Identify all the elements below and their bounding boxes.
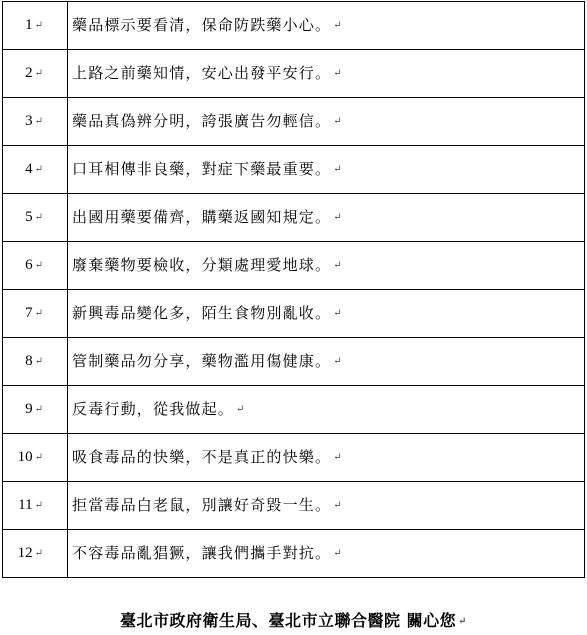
row-number: 12	[17, 545, 33, 561]
row-number: 2	[25, 65, 33, 81]
slogan-text: 廢棄藥物要檢收，分類處理愛地球。	[72, 256, 332, 274]
table-row	[3, 242, 585, 290]
paragraph-mark-icon: ↵	[333, 260, 343, 271]
paragraph-mark-icon: ↵	[333, 548, 343, 559]
slogan-text: 管制藥品勿分享，藥物濫用傷健康。	[72, 352, 332, 370]
paragraph-mark-icon: ↵	[333, 68, 343, 79]
table-row	[3, 482, 585, 530]
slogan-text: 不容毒品亂猖獗，讓我們攜手對抗。	[72, 544, 332, 562]
table-row	[3, 194, 585, 242]
table-row	[3, 338, 585, 386]
row-number-cell	[3, 386, 68, 434]
slogan-table-body	[3, 2, 585, 578]
slogan-text: 拒當毒品白老鼠，別讓好奇毀一生。	[72, 496, 332, 514]
slogan-table	[2, 1, 585, 578]
table-row	[3, 50, 585, 98]
row-number: 5	[25, 209, 33, 225]
paragraph-mark-icon: ↵	[333, 212, 343, 223]
table-row	[3, 290, 585, 338]
table-row	[3, 2, 585, 50]
row-number: 9	[25, 401, 33, 417]
table-row	[3, 434, 585, 482]
slogan-text: 新興毒品變化多，陌生食物別亂收。	[72, 304, 332, 322]
slogan-cell	[68, 2, 585, 50]
footer-text: 臺北市政府衛生局、臺北市立聯合醫院 關心您	[120, 611, 457, 630]
row-number: 8	[25, 353, 33, 369]
slogan-cell	[68, 50, 585, 98]
paragraph-mark-icon: ↵	[34, 307, 43, 319]
paragraph-mark-icon: ↵	[333, 164, 343, 175]
paragraph-mark-icon: ↵	[333, 20, 343, 31]
paragraph-mark-icon: ↵	[458, 616, 467, 627]
paragraph-mark-icon: ↵	[34, 67, 43, 79]
table-row	[3, 146, 585, 194]
paragraph-mark-icon: ↵	[34, 403, 43, 415]
slogan-text: 藥品標示要看清，保命防跌藥小心。	[72, 16, 332, 34]
row-number-cell	[3, 434, 68, 482]
paragraph-mark-icon: ↵	[34, 211, 43, 223]
row-number-cell	[3, 194, 68, 242]
slogan-text: 吸食毒品的快樂，不是真正的快樂。	[72, 448, 332, 466]
paragraph-mark-icon: ↵	[333, 500, 343, 511]
slogan-cell	[68, 530, 585, 578]
paragraph-mark-icon: ↵	[333, 356, 343, 367]
paragraph-mark-icon: ↵	[236, 404, 246, 415]
table-row	[3, 98, 585, 146]
slogan-text: 反毒行動，從我做起。	[72, 400, 235, 418]
slogan-text: 出國用藥要備齊，購藥返國知規定。	[72, 208, 332, 226]
paragraph-mark-icon: ↵	[333, 452, 343, 463]
row-number: 10	[17, 449, 33, 465]
slogan-cell	[68, 482, 585, 530]
row-number: 3	[25, 113, 33, 129]
slogan-cell	[68, 194, 585, 242]
row-number: 6	[25, 257, 33, 273]
paragraph-mark-icon: ↵	[34, 259, 43, 271]
footer-credit	[0, 608, 587, 631]
slogan-text: 藥品真偽辨分明，誇張廣告勿輕信。	[72, 112, 332, 130]
paragraph-mark-icon: ↵	[333, 116, 343, 127]
paragraph-mark-icon: ↵	[333, 308, 343, 319]
row-number-cell	[3, 530, 68, 578]
slogan-cell	[68, 242, 585, 290]
slogan-text: 口耳相傳非良藥，對症下藥最重要。	[72, 160, 332, 178]
paragraph-mark-icon: ↵	[34, 115, 43, 127]
slogan-text: 上路之前藥知情，安心出發平安行。	[72, 64, 332, 82]
slogan-cell	[68, 434, 585, 482]
row-number: 1	[25, 17, 33, 33]
slogan-cell	[68, 290, 585, 338]
slogan-cell	[68, 386, 585, 434]
row-number: 4	[25, 161, 33, 177]
paragraph-mark-icon: ↵	[34, 19, 43, 31]
table-row	[3, 530, 585, 578]
paragraph-mark-icon: ↵	[34, 499, 43, 511]
row-number-cell	[3, 146, 68, 194]
slogan-cell	[68, 98, 585, 146]
paragraph-mark-icon: ↵	[34, 451, 43, 463]
paragraph-mark-icon: ↵	[34, 355, 43, 367]
row-number-cell	[3, 2, 68, 50]
row-number-cell	[3, 482, 68, 530]
row-number-cell	[3, 338, 68, 386]
row-number-cell	[3, 242, 68, 290]
row-number: 7	[25, 305, 33, 321]
row-number-cell	[3, 50, 68, 98]
table-row	[3, 386, 585, 434]
paragraph-mark-icon: ↵	[34, 163, 43, 175]
row-number: 11	[18, 497, 33, 513]
row-number-cell	[3, 98, 68, 146]
slogan-cell	[68, 146, 585, 194]
paragraph-mark-icon: ↵	[34, 547, 43, 559]
row-number-cell	[3, 290, 68, 338]
slogan-cell	[68, 338, 585, 386]
